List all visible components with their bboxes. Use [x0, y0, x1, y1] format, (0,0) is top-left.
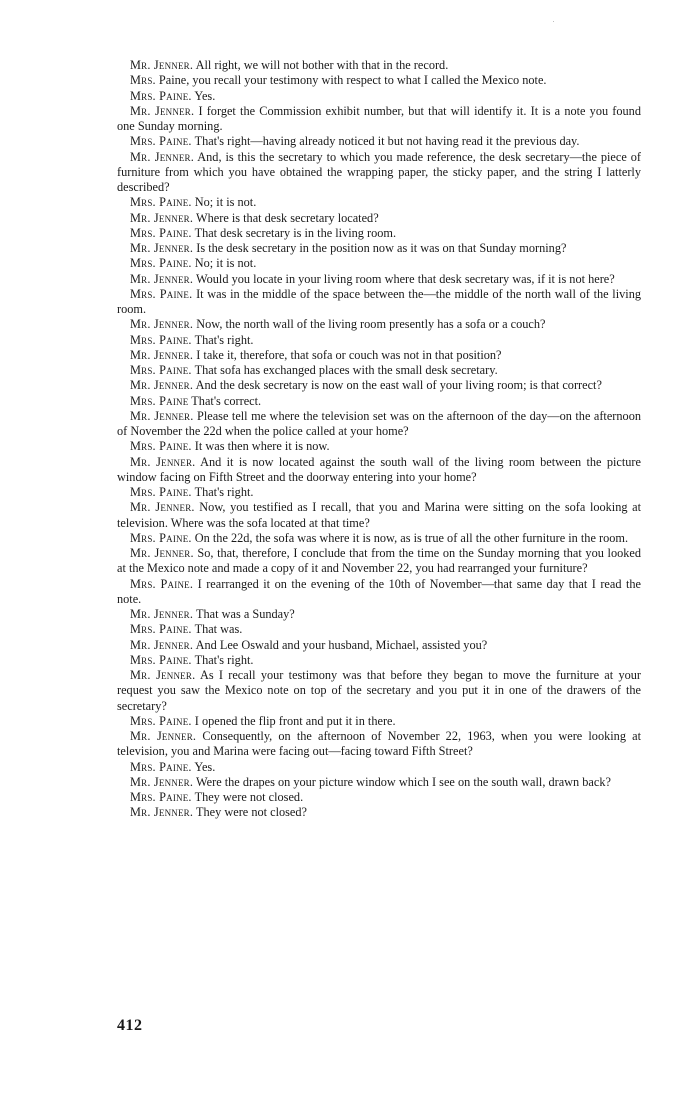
testimony-paragraph	[117, 409, 641, 440]
speaker-name: Mrs. Paine.	[130, 530, 192, 545]
speaker-name: Mrs. Paine	[130, 393, 189, 408]
testimony-paragraph	[117, 760, 641, 775]
speech-text: That sofa has exchanged places with the small desk secretary.	[194, 363, 498, 377]
testimony-paragraph	[117, 607, 641, 622]
speaker-name: Mr. Jenner.	[130, 103, 195, 118]
testimony-paragraph	[117, 195, 641, 210]
speaker-name: Mr. Jenner.	[130, 500, 195, 515]
testimony-paragraph	[117, 668, 641, 714]
page-number: 412	[117, 1017, 143, 1034]
speaker-name: Mrs. Paine.	[130, 88, 192, 103]
testimony-paragraph	[117, 531, 641, 546]
speaker-name: Mrs. Paine.	[130, 225, 192, 240]
speaker-name: Mrs. Paine.	[130, 759, 192, 774]
speech-text: Yes.	[194, 88, 216, 103]
speech-text: Would you locate in your living room where that desk secretary was, if it is not here?	[196, 271, 615, 286]
testimony-paragraph	[117, 485, 641, 500]
testimony-paragraph	[117, 577, 641, 608]
speaker-name: Mr. Jenner.	[130, 805, 194, 820]
speech-text: All right, we will not bother with that in the record.	[195, 58, 449, 72]
testimony-paragraph	[117, 546, 641, 577]
speech-text: No; it is not.	[194, 256, 257, 271]
testimony-paragraph	[117, 729, 641, 760]
speaker-name: Mrs. Paine.	[130, 576, 194, 591]
speaker-name: Mr. Jenner.	[130, 637, 194, 652]
speech-text: That's right—having already noticed it but not having read it the previous day.	[194, 134, 580, 149]
speaker-name: Mrs. Paine.	[130, 485, 192, 499]
speech-text: And Lee Oswald and your husband, Michael, assisted you?	[195, 637, 488, 652]
speaker-name: Mr. Jenner.	[130, 241, 194, 255]
speech-text: That's right.	[194, 652, 254, 667]
speaker-name: Mrs. Paine.	[130, 439, 192, 454]
speech-text: That's right.	[194, 332, 254, 347]
speech-text: And, is this the secretary to which you made reference, the desk secretary—the piece of furniture from which you have obtained the wrapping paper, the sticky paper, and the string I latterly described?	[117, 149, 641, 194]
speaker-name: Mr. Jenner.	[130, 149, 195, 164]
speech-text: I forget the Commission exhibit number, but that will identify it. It is a note you found one Sunday morning.	[117, 103, 641, 133]
speaker-name: Mrs. Paine.	[130, 256, 192, 271]
testimony-paragraph	[117, 805, 641, 820]
speaker-name: Mrs.	[130, 73, 156, 88]
scan-speck	[553, 21, 554, 22]
testimony-paragraph	[117, 73, 641, 88]
testimony-paragraph	[117, 104, 641, 135]
speech-text: They were not closed?	[196, 805, 307, 820]
speech-text: And the desk secretary is now on the east wall of your living room; is that correct?	[195, 378, 602, 393]
testimony-paragraph	[117, 714, 641, 729]
speech-text: That desk secretary is in the living room.	[194, 225, 397, 240]
speaker-name: Mrs. Paine.	[130, 286, 193, 301]
speaker-name: Mr. Jenner.	[130, 729, 197, 743]
speaker-name: Mrs. Paine.	[130, 134, 192, 149]
speech-text: It was then where it is now.	[194, 439, 330, 454]
speech-text: That was a Sunday?	[196, 607, 295, 621]
speech-text: Is the desk secretary in the position now as it was on that Sunday morning?	[196, 241, 567, 255]
testimony-paragraph	[117, 287, 641, 318]
testimony-paragraph	[117, 150, 641, 196]
speech-text: Paine, you recall your testimony with respect to what I called the Mexico note.	[158, 73, 547, 88]
testimony-paragraph	[117, 134, 641, 149]
testimony-paragraph	[117, 272, 641, 287]
speaker-name: Mr. Jenner.	[130, 546, 194, 560]
testimony-paragraph	[117, 378, 641, 393]
speaker-name: Mr. Jenner.	[130, 317, 194, 332]
testimony-paragraph	[117, 317, 641, 332]
testimony-paragraph	[117, 500, 641, 531]
speaker-name: Mr. Jenner.	[130, 668, 196, 682]
speech-text: Consequently, on the afternoon of November 22, 1963, when you were looking at television, you and Marina were facing out—facing toward Fifth Street?	[117, 729, 641, 759]
testimony-paragraph	[117, 89, 641, 104]
testimony-body	[117, 58, 641, 821]
testimony-paragraph	[117, 653, 641, 668]
speaker-name: Mr. Jenner.	[130, 774, 194, 789]
speech-text: It was in the middle of the space between the—the middle of the north wall of the living room.	[117, 286, 641, 316]
testimony-paragraph	[117, 211, 641, 226]
speech-text: I take it, therefore, that sofa or couch was not in that position?	[196, 347, 502, 362]
speech-text: I opened the flip front and put it in there.	[194, 713, 396, 728]
speech-text: That's right.	[194, 485, 254, 499]
speaker-name: Mr. Jenner.	[130, 607, 194, 621]
speaker-name: Mr. Jenner.	[130, 271, 194, 286]
speech-text: No; it is not.	[194, 195, 257, 210]
testimony-paragraph	[117, 241, 641, 256]
speaker-name: Mr. Jenner.	[130, 408, 194, 423]
speech-text: I rearranged it on the evening of the 10th of November—that same day that I read the note.	[117, 576, 642, 606]
testimony-paragraph	[117, 256, 641, 271]
speaker-name: Mr. Jenner.	[130, 210, 194, 225]
testimony-paragraph	[117, 775, 641, 790]
speaker-name: Mrs. Paine.	[130, 622, 192, 637]
speech-text: They were not closed.	[194, 790, 304, 804]
speech-text: Were the drapes on your picture window which I see on the south wall, drawn back?	[196, 774, 611, 789]
speaker-name: Mrs. Paine.	[130, 363, 192, 377]
testimony-paragraph	[117, 394, 641, 409]
speaker-name: Mrs. Paine.	[130, 195, 192, 210]
testimony-paragraph	[117, 58, 641, 73]
speech-text: So, that, therefore, I conclude that from the time on the Sunday morning that you looked at the Mexico note and made a copy of it and November 22, you had rearranged your furniture?	[117, 546, 641, 576]
testimony-paragraph	[117, 363, 641, 378]
speech-text: Yes.	[194, 759, 216, 774]
speech-text: Please tell me where the television set was on the afternoon of the day—on the afternoon of November the 22d when the police called at your home?	[117, 408, 641, 438]
testimony-paragraph	[117, 790, 641, 805]
speech-text: And it is now located against the south wall of the living room between the picture window facing on Fifth Street and the doorway entering into your home?	[117, 454, 641, 484]
testimony-paragraph	[117, 348, 641, 363]
testimony-paragraph	[117, 226, 641, 241]
speech-text: Now, the north wall of the living room presently has a sofa or a couch?	[196, 317, 546, 332]
speaker-name: Mrs. Paine.	[130, 332, 192, 347]
speaker-name: Mrs. Paine.	[130, 790, 192, 804]
testimony-paragraph	[117, 333, 641, 348]
speaker-name: Mr. Jenner.	[130, 454, 196, 469]
testimony-paragraph	[117, 622, 641, 637]
speech-text: As I recall your testimony was that before they began to move the furniture at your request you saw the Mexico note on top of the secretary and you put it in one of the drawers of the secretary?	[117, 668, 641, 713]
speech-text: That's correct.	[191, 393, 262, 408]
speech-text: That was.	[194, 622, 243, 637]
speech-text: On the 22d, the sofa was where it is now, as is true of all the other furniture in the room.	[194, 530, 629, 545]
speech-text: Now, you testified as I recall, that you and Marina were sitting on the sofa looking at television. Where was the sofa located at that time?	[117, 500, 641, 530]
speaker-name: Mrs. Paine.	[130, 713, 192, 728]
testimony-paragraph	[117, 638, 641, 653]
speech-text: Where is that desk secretary located?	[196, 210, 379, 225]
testimony-paragraph	[117, 439, 641, 454]
speaker-name: Mr. Jenner.	[130, 347, 194, 362]
speaker-name: Mr. Jenner.	[130, 58, 194, 72]
testimony-paragraph	[117, 455, 641, 486]
speaker-name: Mrs. Paine.	[130, 652, 192, 667]
speaker-name: Mr. Jenner.	[130, 378, 194, 393]
